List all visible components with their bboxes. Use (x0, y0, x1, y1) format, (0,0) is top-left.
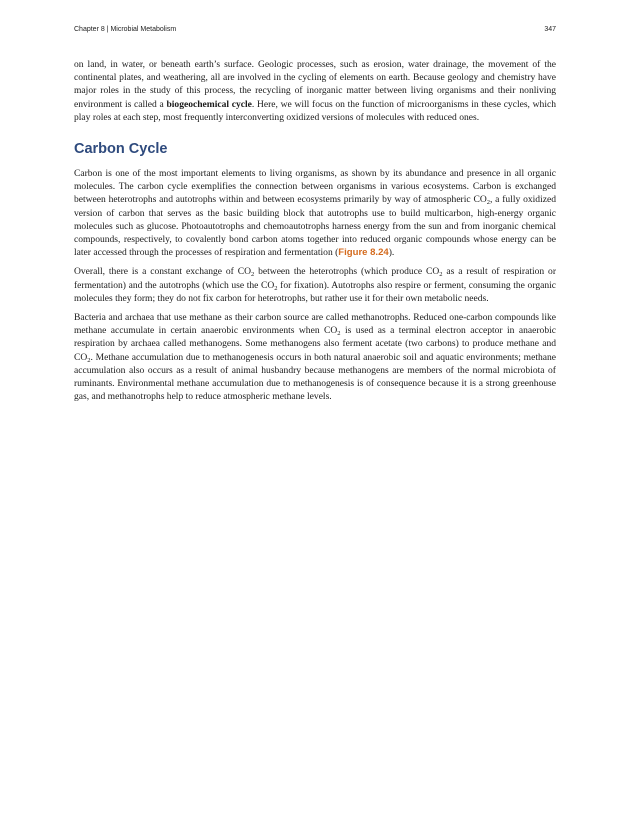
term-biogeochemical-cycle: biogeochemical cycle (166, 98, 252, 110)
subscript-2: 2 (87, 356, 91, 364)
carbon-paragraph-2 (74, 265, 556, 305)
subscript-2: 2 (486, 199, 490, 207)
p1-text-1: Carbon is one of the most important elements to living organisms, as shown by its abundance and presence in all organic molecules. The carbon cycle exemplifies the connection between organisms in various ecosystems. Carbon is exchanged between heterotrophs and autotrophs within and between ecosystems primarily by way of atmospheric CO (74, 168, 556, 206)
subscript-2: 2 (274, 284, 278, 292)
running-header (74, 26, 556, 33)
chapter-title: Chapter 8 | Microbial Metabolism (74, 26, 177, 33)
carbon-paragraph-1 (74, 167, 556, 259)
subscript-2: 2 (439, 271, 443, 279)
p2-text-3: as a result of respiration or fermentation) and the autotrophs (which use the CO (74, 266, 557, 291)
p2-text-1: Overall, there is a constant exchange of CO (74, 266, 251, 278)
subscript-2: 2 (251, 271, 255, 279)
p1-text-3: ). (388, 247, 395, 259)
p3-text-2: is used as a terminal electron acceptor in anaerobic respiration by archaea called methanogens. Some methanogens also ferment acetate (two carbons) to produce methane and CO (74, 325, 556, 363)
figure-link[interactable]: Figure 8.24 (338, 247, 389, 259)
subscript-2: 2 (337, 330, 341, 338)
p3-text-1: Bacteria and archaea that use methane as their carbon source are called methanotrophs. Reduced one-carbon compounds like methane accumulate in certain anaerobic environments when CO (74, 312, 556, 337)
p2-text-2: between the heterotrophs (which produce CO (254, 266, 440, 278)
intro-paragraph (74, 58, 556, 124)
page-number: 347 (544, 26, 556, 33)
p1-text-2: , a fully oxidized version of carbon that serves as the basic building block that autotrophs use to build multicarbon, high-energy organic molecules such as glucose. Photoautotrophs and chemoautotrophs harness energy from the sun and from inorganic chemical compounds, respectively, to covalently bond carbon atoms together into reduced organic compounds whose energy can be later accessed through the processes of respiration and fermentation ( (74, 194, 556, 259)
intro-text-1: on land, in water, or beneath earth’s surface. Geologic processes, such as erosion, water drainage, the movement of the continental plates, and weathering, all are involved in the cycling of elements on earth. Because geology and chemistry have major roles in the study of this process, the recycling of inorganic matter between living organisms and their nonliving environment is called a (74, 59, 556, 110)
section-heading: Carbon Cycle (74, 141, 168, 158)
intro-text-2: . Here, we will focus on the function of microorganisms in these cycles, which play roles at each step, most frequently interconverting oxidized versions of molecules with reduced ones. (74, 98, 556, 123)
methane-paragraph (74, 311, 556, 403)
p2-text-4: for fixation). Autotrophs also respire or ferment, consuming the organic molecules they form; they do not fix carbon for heterotrophs, but rather use it for their own metabolic needs. (74, 279, 557, 304)
p3-text-3: . Methane accumulation due to methanogenesis occurs in both natural anaerobic soil and aquatic environments; methane accumulation also occurs as a result of animal husbandry because methanogens are members of the normal microbiota of ruminants. Environmental methane accumulation due to methanogenesis is of consequence because it is a strong greenhouse gas, and methanotrophs help to reduce atmospheric methane levels. (74, 351, 556, 403)
page-content (74, 58, 556, 409)
